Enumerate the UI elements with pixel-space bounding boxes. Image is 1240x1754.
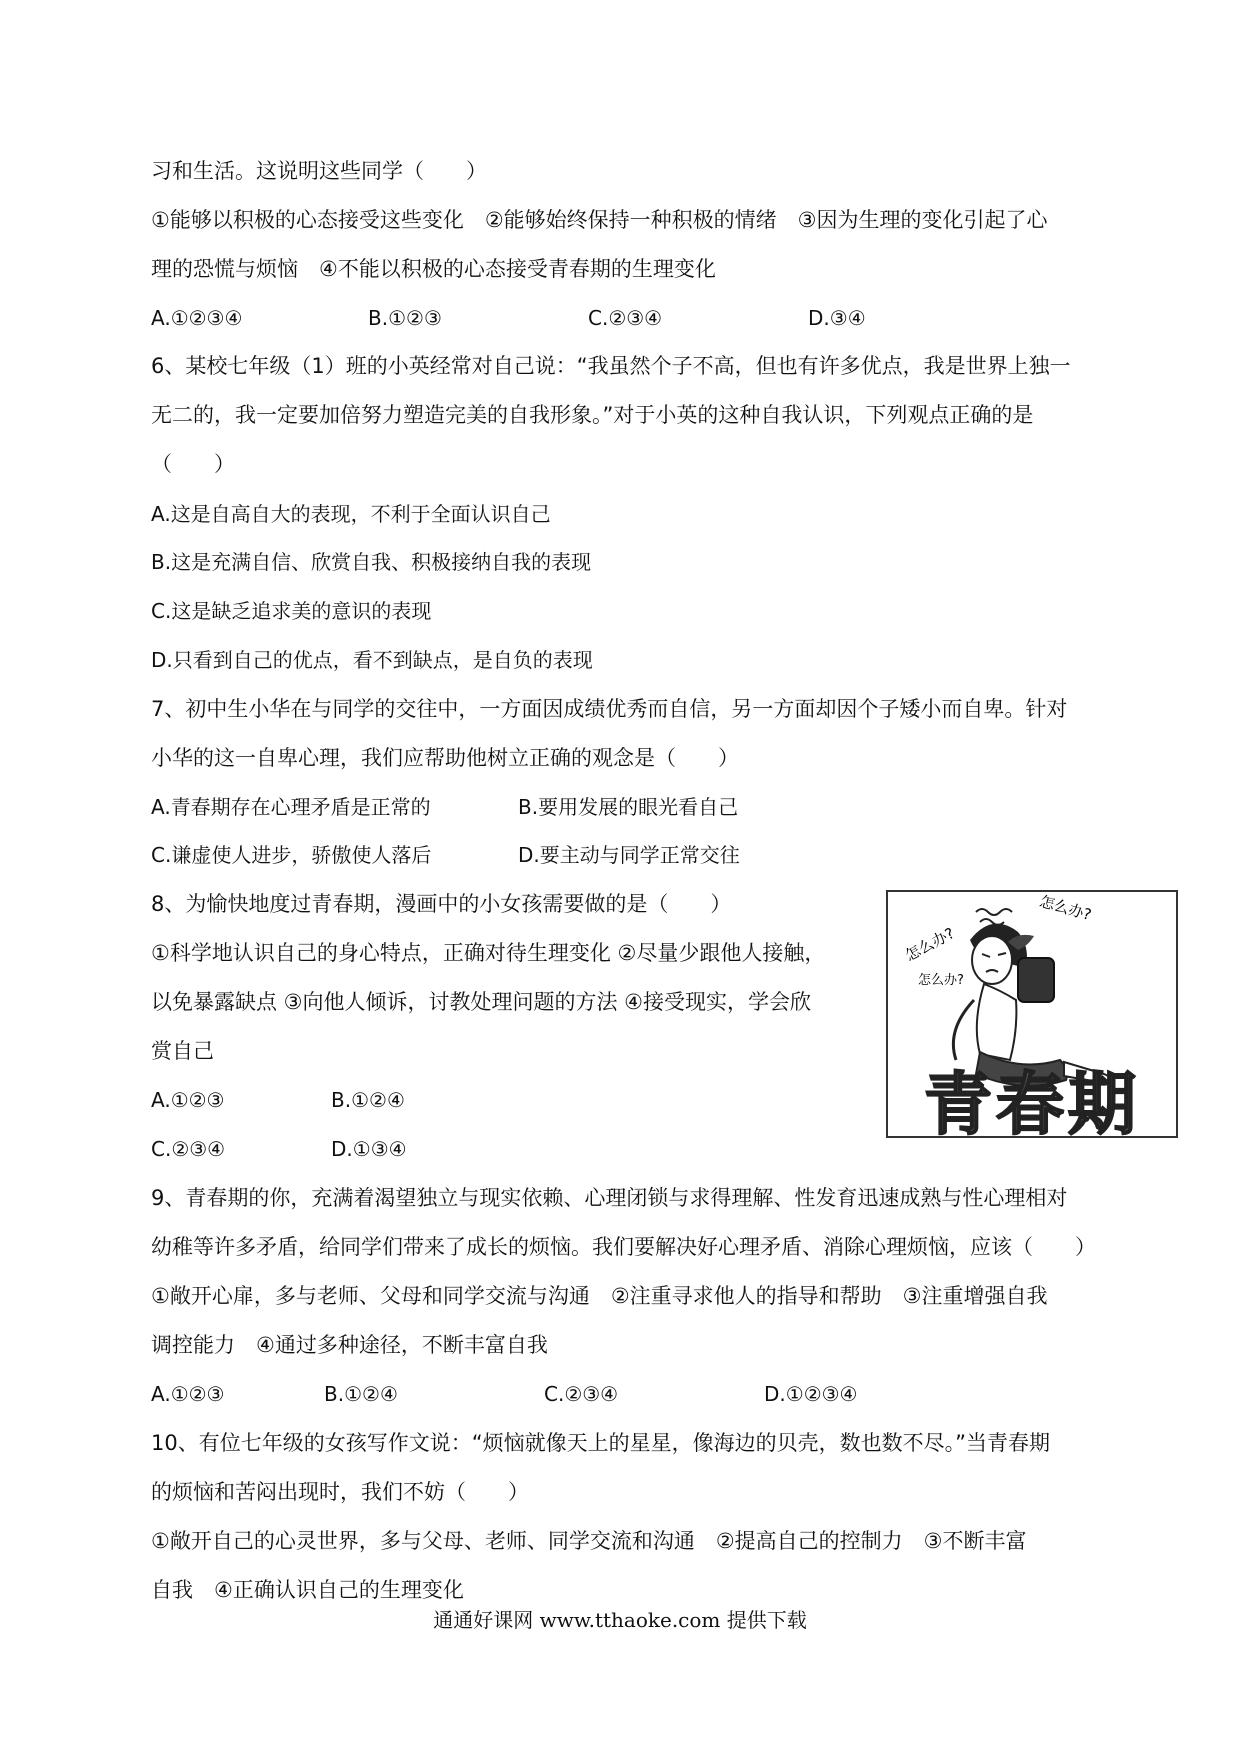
q6-stem-line-2: 无二的，我一定要加倍努力塑造完美的自我形象。”对于小英的这种自我认识，下列观点正确的是 (151, 403, 1034, 427)
q10-statements-line-2: 自我 ④正确认识自己的生理变化 (151, 1578, 464, 1602)
q6-option-d: D.只看到自己的优点，看不到缺点，是自负的表现 (151, 648, 593, 672)
cartoon-bubble-text-1: 怎么办? (902, 924, 958, 965)
q5-statements-line-1: ①能够以积极的心态接受这些变化 ②能够始终保持一种积极的情绪 ③因为生理的变化引起了心 (151, 208, 1048, 232)
q9-statements-line-1: ①敞开心扉，多与老师、父母和同学交流与沟通 ②注重寻求他人的指导和帮助 ③注重增强自我 (151, 1284, 1048, 1308)
q7-option-a: A.青春期存在心理矛盾是正常的 (151, 795, 431, 819)
q8-option-b: B.①②④ (331, 1088, 405, 1112)
q7-option-d: D.要主动与同学正常交往 (518, 843, 740, 867)
q9-stem-line-1: 9、青春期的你，充满着渴望独立与现实依赖、心理闭锁与求得理解、性发育迅速成熟与性心理相对 (151, 1186, 1068, 1210)
q5-option-d: D.③④ (808, 306, 866, 330)
q8-stem-line-1: 8、为愉快地度过青春期，漫画中的小女孩需要做的是（ ） (151, 892, 732, 916)
cartoon-drawing (888, 892, 1176, 1136)
q6-option-a: A.这是自高自大的表现，不利于全面认识自己 (151, 502, 551, 526)
page-footer: 通通好课网 www.tthaoke.com 提供下载 (433, 1608, 807, 1632)
cartoon-banner-text: 青春期 (923, 1066, 1141, 1136)
q10-stem-line-1: 10、有位七年级的女孩写作文说：“烦恼就像天上的星星，像海边的贝壳，数也数不尽。”当青春期 (151, 1431, 1050, 1455)
cartoon-bubble-text-3: 怎么办? (918, 973, 964, 988)
q7-stem-line-2: 小华的这一自卑心理，我们应帮助他树立正确的观念是（ ） (151, 746, 739, 770)
q6-option-b: B.这是充满自信、欣赏自我、积极接纳自我的表现 (151, 550, 592, 574)
q8-stem-line-4: 赏自己 (151, 1039, 214, 1063)
q9-statements-line-2: 调控能力 ④通过多种途径，不断丰富自我 (151, 1333, 548, 1357)
q7-stem-line-1: 7、初中生小华在与同学的交往中，一方面因成绩优秀而自信，另一方面却因个子矮小而自卑。针对 (151, 697, 1068, 721)
q9-option-c: C.②③④ (544, 1382, 619, 1406)
puberty-cartoon-image (886, 890, 1178, 1138)
q5-option-a: A.①②③④ (151, 306, 243, 330)
q8-stem-line-3: 以免暴露缺点 ③向他人倾诉，讨教处理问题的方法 ④接受现实，学会欣 (151, 990, 812, 1014)
q8-option-d: D.①③④ (331, 1137, 407, 1161)
q5-statements-line-2: 理的恐慌与烦恼 ④不能以积极的心态接受青春期的生理变化 (151, 257, 716, 281)
q5-option-b: B.①②③ (368, 306, 442, 330)
q9-option-d: D.①②③④ (764, 1382, 858, 1406)
q8-option-c: C.②③④ (151, 1137, 226, 1161)
q6-option-c: C.这是缺乏追求美的意识的表现 (151, 599, 432, 623)
worry-squiggle-icon (976, 909, 1012, 915)
q10-statements-line-1: ①敞开自己的心灵世界，多与父母、老师、同学交流和沟通 ②提高自己的控制力 ③不断丰富 (151, 1529, 1027, 1553)
q9-stem-line-2: 幼稚等许多矛盾，给同学们带来了成长的烦恼。我们要解决好心理矛盾、消除心理烦恼，应该（ ） (151, 1235, 1096, 1259)
q8-option-a: A.①②③ (151, 1088, 225, 1112)
girl-figure-icon (953, 924, 1111, 1086)
q5-option-c: C.②③④ (588, 306, 663, 330)
q7-option-b: B.要用发展的眼光看自己 (518, 795, 739, 819)
q6-stem-line-3: （ ） (151, 452, 235, 476)
q10-stem-line-2: 的烦恼和苦闷出现时，我们不妨（ ） (151, 1480, 529, 1504)
q9-option-a: A.①②③ (151, 1382, 225, 1406)
q8-stem-line-2: ①科学地认识自己的身心特点，正确对待生理变化 ②尽量少跟他人接触， (151, 941, 826, 965)
cartoon-bubble-text-2: 怎么办? (1037, 892, 1094, 925)
q5-stem-continuation: 习和生活。这说明这些同学（ ） (151, 159, 487, 183)
q7-option-c: C.谦虚使人进步，骄傲使人落后 (151, 843, 432, 867)
q9-option-b: B.①②④ (324, 1382, 398, 1406)
q6-stem-line-1: 6、某校七年级（1）班的小英经常对自己说：“我虽然个子不高，但也有许多优点，我是世界上独一 (151, 354, 1071, 378)
